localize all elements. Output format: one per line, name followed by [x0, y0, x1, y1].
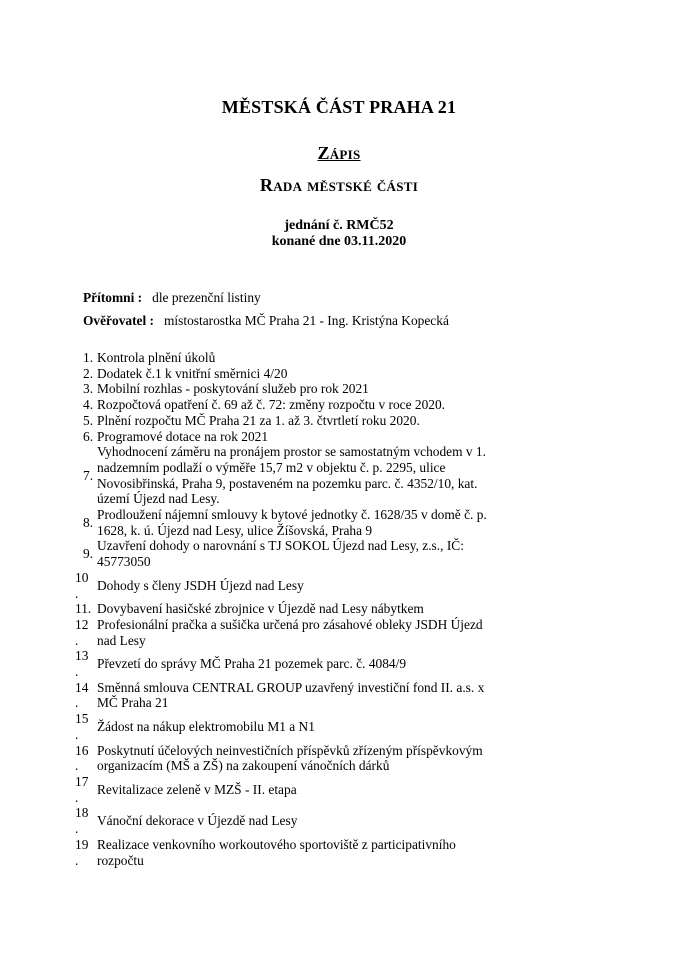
agenda-item [75, 648, 678, 679]
agenda-item-text [97, 350, 527, 366]
meeting-date: konané dne 03.11.2020 [271, 234, 407, 249]
agenda-item-number [75, 774, 97, 805]
agenda-item-number [75, 366, 97, 382]
agenda-item-text-line: Revitalizace zeleně v MZŠ - II. etapa [97, 781, 297, 797]
agenda-item-text [97, 429, 527, 445]
agenda-item-text-line: Kontrola plnění úkolů [97, 350, 216, 365]
agenda-item-number-line: 10 [75, 569, 89, 585]
agenda-item-number-line: 18 [75, 805, 89, 821]
agenda-item-number-line: 5. [83, 412, 94, 428]
agenda-item-number-line: 8. [83, 514, 94, 530]
agenda-item-number-line: . [75, 664, 79, 680]
agenda-item [75, 397, 678, 413]
meeting-info [0, 218, 678, 250]
agenda-item [75, 805, 678, 836]
agenda-item-text [97, 680, 527, 711]
document-type-heading-row [0, 143, 678, 163]
agenda-item-text [97, 397, 527, 413]
agenda-item-number [75, 515, 97, 531]
agenda-item-text [97, 743, 527, 774]
agenda-item-number-line: 16 [75, 742, 89, 758]
agenda-item [75, 570, 678, 601]
agenda-item-number-line: 2. [83, 365, 94, 381]
agenda-item-number-line: 1. [83, 350, 94, 365]
agenda-item-text-line: rozpočtu [97, 852, 144, 868]
agenda-item [75, 680, 678, 711]
agenda-list [0, 350, 678, 868]
agenda-item [75, 711, 678, 742]
agenda-item [75, 538, 678, 569]
agenda-item [75, 350, 678, 366]
agenda-item-text-line: Novosibřinská, Praha 9, postaveném na pozemku parc. č. 4352/10, kat. [97, 475, 478, 491]
agenda-item-text-line: Dovybavení hasičské zbrojnice v Újezdě nad Lesy nábytkem [97, 601, 424, 617]
agenda-item-number-line: . [75, 726, 79, 742]
agenda-item-text-line: území Újezd nad Lesy. [97, 491, 220, 507]
agenda-item-text-line: Směnná smlouva CENTRAL GROUP uzavřený investiční fond II. a.s. x [97, 679, 485, 695]
agenda-item-number [75, 711, 97, 742]
document-org-title: MĚSTSKÁ ČÁST PRAHA 21 [221, 97, 457, 117]
agenda-item [75, 507, 678, 538]
agenda-item [75, 617, 678, 648]
agenda-item-number [75, 397, 97, 413]
agenda-item-number-line: . [75, 632, 79, 648]
agenda-item [75, 743, 678, 774]
agenda-item-number-line: 12 [75, 616, 89, 632]
agenda-item-text [97, 656, 527, 672]
agenda-item-number-line: . [75, 789, 79, 805]
agenda-item-number-line: . [75, 585, 79, 601]
agenda-item-text-line: Rozpočtová opatření č. 69 až č. 72: změny rozpočtu v roce 2020. [97, 397, 446, 413]
agenda-item-number-line: . [75, 821, 79, 837]
agenda-item-number-line: 11. [75, 601, 92, 617]
agenda-item-text-line: organizacím (MŠ a ZŠ) na zakoupení vánočních dárků [97, 758, 390, 774]
agenda-item-text [97, 601, 527, 617]
agenda-item-number-line: . [75, 695, 79, 711]
agenda-item-number [75, 680, 97, 711]
agenda-item-text-line: Prodloužení nájemní smlouvy k bytové jednotky č. 1628/35 v domě č. p. [97, 507, 487, 523]
agenda-item-number [75, 381, 97, 397]
agenda-item-text [97, 444, 527, 507]
agenda-item-text-line: Dohody s členy JSDH Újezd nad Lesy [97, 577, 304, 593]
meeting-number: jednání č. RMČ52 [284, 218, 394, 233]
verifier-label: Ověřovatel : [83, 313, 155, 328]
agenda-item-number [75, 648, 97, 679]
agenda-item-text-line: Profesionální pračka a sušička určená pro zásahové obleky JSDH Újezd [97, 616, 483, 632]
agenda-item-number [75, 601, 97, 617]
agenda-item [75, 429, 678, 445]
agenda-item-number [75, 805, 97, 836]
agenda-item-number-line: . [75, 758, 79, 774]
agenda-item-number [75, 413, 97, 429]
agenda-item-text [97, 837, 527, 868]
agenda-item-text-line: Vánoční dekorace v Újezdě nad Lesy [97, 813, 298, 829]
agenda-item-number [75, 570, 97, 601]
agenda-item-text [97, 381, 527, 397]
agenda-item-number-line: 17 [75, 773, 89, 789]
agenda-item-number-line: 3. [83, 381, 94, 397]
agenda-item-text-line: Převzetí do správy MČ Praha 21 pozemek parc. č. 4084/9 [97, 656, 407, 672]
agenda-item-number-line: 4. [83, 397, 94, 413]
agenda-item-number [75, 429, 97, 445]
agenda-item [75, 413, 678, 429]
agenda-item-number-line: 9. [83, 546, 94, 562]
agenda-item [75, 837, 678, 868]
agenda-item-text [97, 413, 527, 429]
agenda-item-text-line: Programové dotace na rok 2021 [97, 428, 269, 444]
agenda-item [75, 601, 678, 617]
agenda-item [75, 774, 678, 805]
agenda-item-text-line: Dodatek č.1 k vnitřní směrnici 4/20 [97, 365, 288, 381]
agenda-item-text [97, 538, 527, 569]
attendance-section [0, 290, 678, 329]
agenda-item-number-line: 14 [75, 679, 89, 695]
council-heading: Rada městské části [259, 175, 419, 195]
agenda-item-number-line: 13 [75, 648, 89, 664]
agenda-item-number-line: 19 [75, 836, 89, 852]
verifier-row [83, 313, 678, 329]
agenda-item-number [75, 837, 97, 868]
agenda-item-number [75, 350, 97, 366]
agenda-item-text [97, 782, 527, 798]
agenda-item-text [97, 617, 527, 648]
agenda-item-number [75, 617, 97, 648]
agenda-item-text-line: Uzavření dohody o narovnání s TJ SOKOL Újezd nad Lesy, z.s., IČ: [97, 538, 464, 554]
agenda-item-number-line: . [75, 852, 79, 868]
agenda-item-number-line: 15 [75, 711, 89, 727]
agenda-item-text-line: 45773050 [97, 554, 151, 570]
agenda-item-text-line: Vyhodnocení záměru na pronájem prostor se samostatným vchodem v 1. [97, 444, 486, 460]
agenda-item-text [97, 507, 527, 538]
agenda-item-text [97, 813, 527, 829]
agenda-item-number-line: 7. [83, 467, 94, 483]
agenda-item-text-line: Plnění rozpočtu MČ Praha 21 za 1. až 3. čtvrtletí roku 2020. [97, 412, 420, 428]
verifier-value: místostarostka MČ Praha 21 - Ing. Kristýna Kopecká [164, 313, 449, 328]
agenda-item-text [97, 578, 527, 594]
agenda-item [75, 444, 678, 507]
agenda-item-text [97, 719, 527, 735]
document-type-heading: Zápis [317, 143, 361, 163]
agenda-item-text-line: MČ Praha 21 [97, 695, 169, 711]
agenda-item-text [97, 366, 527, 382]
present-value: dle prezenční listiny [152, 290, 261, 305]
agenda-item-number [75, 546, 97, 562]
agenda-item-text-line: Mobilní rozhlas - poskytování služeb pro rok 2021 [97, 381, 369, 397]
agenda-item-number [75, 468, 97, 484]
agenda-item-text-line: Poskytnutí účelových neinvestičních příspěvků zřízeným příspěvkovým [97, 742, 483, 758]
agenda-item-text-line: Realizace venkovního workoutového sportoviště z participativního [97, 836, 456, 852]
present-row [83, 290, 678, 306]
agenda-item [75, 366, 678, 382]
agenda-item-text-line: 1628, k. ú. Újezd nad Lesy, ulice Žíšovská, Praha 9 [97, 522, 373, 538]
agenda-item-text-line: nadzemním podlaží o výměře 15,7 m2 v objektu č. p. 2295, ulice [97, 459, 446, 475]
agenda-item-number-line: 6. [83, 428, 94, 444]
agenda-item-number [75, 743, 97, 774]
agenda-item-text-line: nad Lesy [97, 632, 146, 648]
present-label: Přítomni : [83, 290, 143, 305]
agenda-item-text-line: Žádost na nákup elektromobilu M1 a N1 [97, 719, 315, 735]
agenda-item [75, 381, 678, 397]
